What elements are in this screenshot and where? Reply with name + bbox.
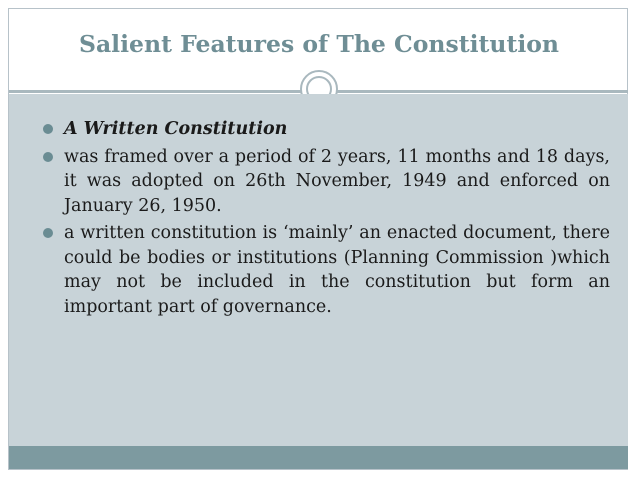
footer-bar [9,446,628,469]
bullet-dot-icon [43,152,53,162]
bullet-list [43,117,610,322]
bullet-item-written-constitution [43,117,610,142]
bullet-text: was framed over a period of 2 years, 11 months and 18 days, it was adopted on 26th November, 1949 and enforced on January 26, 1950. [64,146,610,216]
bullet-dot-icon [43,228,53,238]
bullet-item-enacted-document [43,221,610,319]
content-panel [9,94,628,446]
bullet-dot-icon [43,124,53,134]
bullet-item-framing-period [43,145,610,219]
bullet-text: a written constitution is ‘mainly’ an enacted document, there could be bodies or institutions (Planning Commission )which may not be included in the constitution but form an important part of governance. [64,223,610,317]
bullet-text: A Written Constitution [64,119,288,139]
slide-title: Salient Features of The Constitution [78,30,560,58]
